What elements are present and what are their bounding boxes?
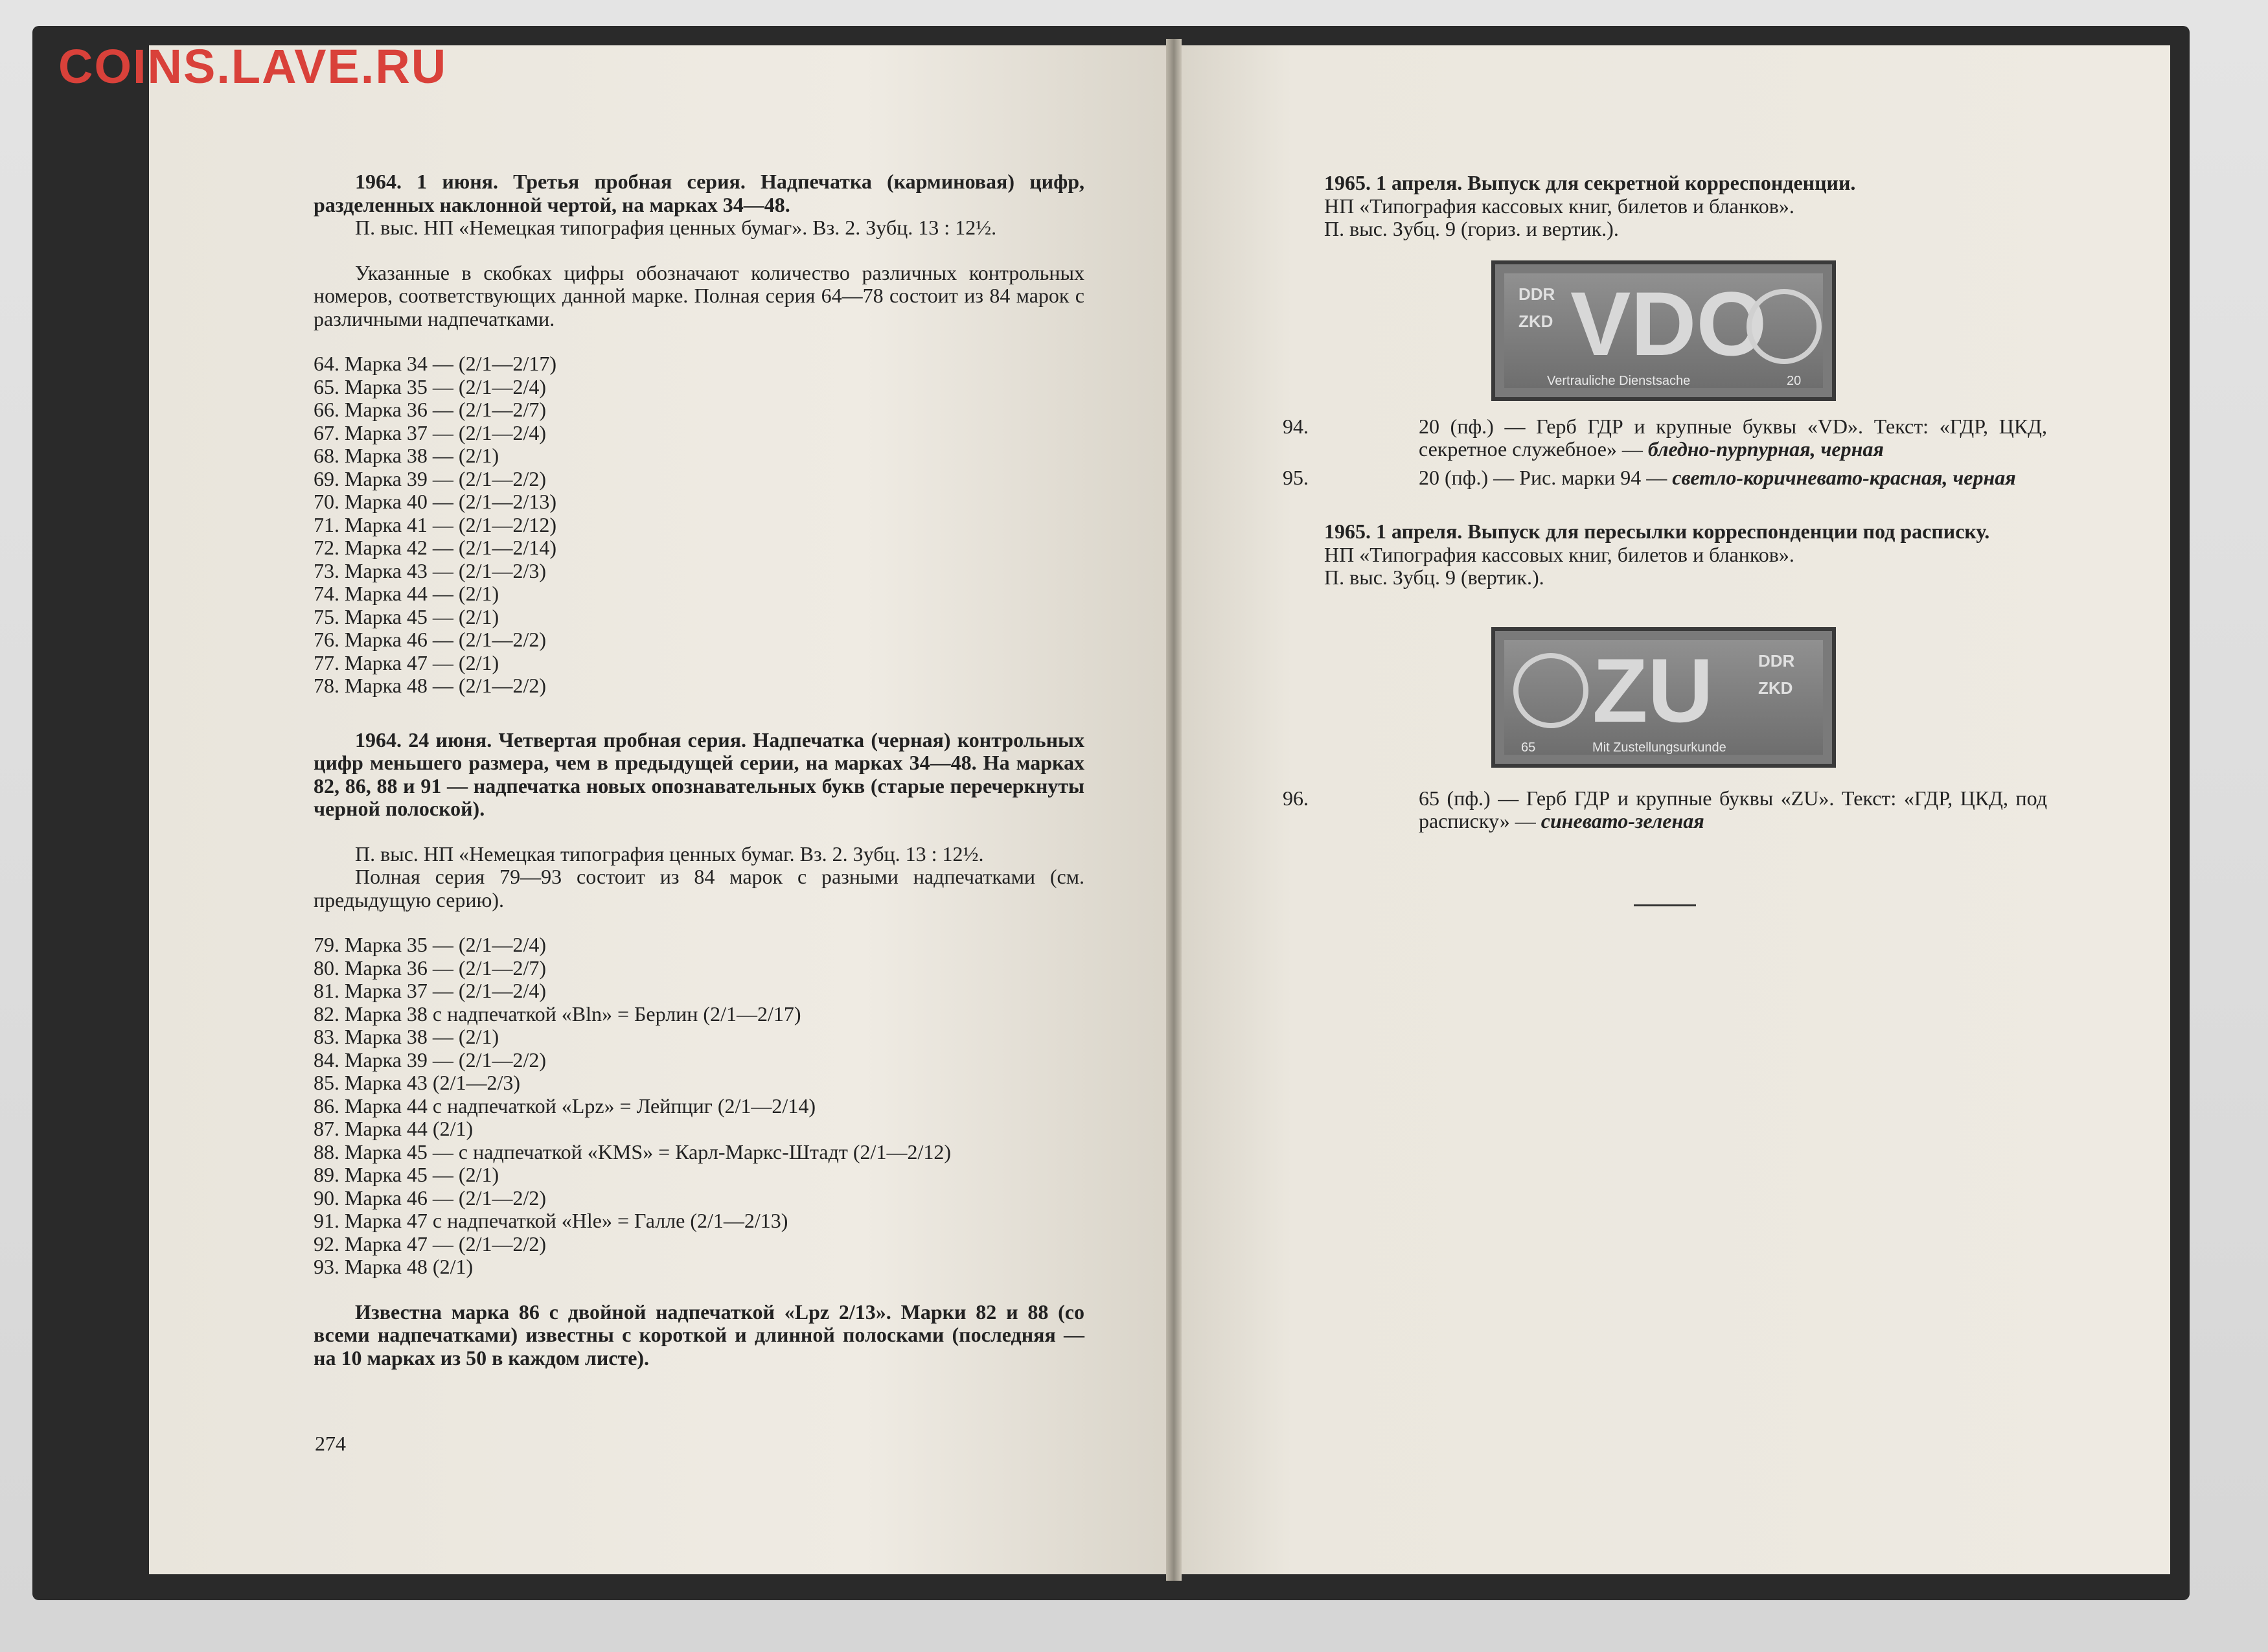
right-page-text [1283,172,2047,906]
list-item: 76. Марка 46 — (2/1—2/2) [314,628,547,651]
entry-color: синевато-зеленая [1541,809,1704,832]
list-item: 84. Марка 39 — (2/1—2/2) [314,1048,547,1072]
section-1965-secret-printer: НП «Типография кассовых книг, билетов и бланков». [1324,194,1794,218]
entry-number: 96. [1283,786,1309,810]
list-item: 93. Марка 48 (2/1) [314,1255,474,1278]
list-item: 70. Марка 40 — (2/1—2/13) [314,490,557,513]
section-1964-june-24-final-note: Известна марка 86 с двойной надпечаткой «Lpz 2/13». Марки 82 и 88 (со всеми надпечатками) известны с короткой и длинной полосками (последняя — на 10 марках из 50 в каждом листе). [314,1300,1084,1370]
list-item: 92. Марка 47 — (2/1—2/2) [314,1232,547,1256]
section-1965-registered-heading: 1965. 1 апреля. Выпуск для пересылки корреспонденции под расписку. [1324,520,1990,543]
section-1964-june-1-print: П. выс. НП «Немецкая типография ценных бумаг». Вз. 2. Зубц. 13 : 12½. [355,216,997,239]
stamp-caption: Mit Zustellungsurkunde [1592,740,1726,755]
section-1964-june-24-print: П. выс. НП «Немецкая типография ценных бумаг. Вз. 2. Зубц. 13 : 12½. [355,842,984,866]
watermark: COINS.LAVE.RU [58,40,448,93]
left-page-text [314,170,1084,1370]
list-item: 91. Марка 47 с надпечаткой «Hle» = Галле (2/1—2/13) [314,1209,788,1232]
list-item: 90. Марка 46 — (2/1—2/2) [314,1186,547,1210]
section-1964-june-24-note: Полная серия 79—93 состоит из 84 марок с разными надпечатками (см. предыдущую серию). [314,865,1084,912]
entry-number: 95. [1283,465,1309,489]
stamp-letters: VDO [1570,272,1767,374]
entry-color: бледно-пурпурная, черная [1647,437,1884,461]
section-1964-june-1-note: Указанные в скобках цифры обозначают количество различных контрольных номеров, соответствующих данной марке. Полная серия 64—78 состоит из 84 марок с различными надпечатками. [314,260,1084,330]
stamp-label: ZKD [1518,311,1553,331]
list-item: 85. Марка 43 (2/1—2/3) [314,1071,521,1094]
section-1964-june-24-heading: 1964. 24 июня. Четвертая пробная серия. Надпечатка (черная) контрольных цифр меньшего размера, чем в предыдущей серии, на марках 34—48. На марках 82, 86, 88 и 91 — надпечатка новых опознавательных букв (старые перечеркнуты черной полоской). [314,728,1084,820]
list-item: 82. Марка 38 с надпечаткой «Bln» = Берлин (2/1—2/17) [314,1002,801,1026]
list-item: 79. Марка 35 — (2/1—2/4) [314,933,547,956]
list-item: 86. Марка 44 с надпечаткой «Lpz» = Лейпциг (2/1—2/14) [314,1094,816,1118]
gdr-emblem-icon [1513,653,1588,728]
section-1965-secret-print: П. выс. Зубц. 9 (гориз. и вертик.). [1324,217,1619,240]
stamp-value: 20 [1787,374,1802,388]
stamp-list-79-93 [314,934,1084,1279]
stamp-letters: ZU [1592,639,1713,741]
entry-96 [1283,787,2047,833]
list-item: 78. Марка 48 — (2/1—2/2) [314,674,547,697]
list-item: 80. Марка 36 — (2/1—2/7) [314,956,547,980]
list-item: 88. Марка 45 — с надпечаткой «KMS» = Карл-Маркс-Штадт (2/1—2/12) [314,1140,951,1164]
book-spine [1166,39,1182,1581]
section-divider [1634,904,1696,906]
entry-color: светло-коричневато-красная, черная [1672,465,2016,489]
list-item: 66. Марка 36 — (2/1—2/7) [314,398,547,421]
list-item: 74. Марка 44 — (2/1) [314,582,499,605]
stamp-list-64-78 [314,352,1084,698]
entry-94 [1283,415,2047,461]
list-item: 69. Марка 39 — (2/1—2/2) [314,466,547,490]
list-item: 81. Марка 37 — (2/1—2/4) [314,979,547,1002]
stamp-value: 65 [1521,740,1536,755]
stamp-label: DDR [1758,650,1795,671]
page-number: 274 [315,1432,346,1455]
list-item: 83. Марка 38 — (2/1) [314,1025,499,1048]
stamp-vdo-image [1491,260,1836,401]
section-1964-june-1-heading: 1964. 1 июня. Третья пробная серия. Надпечатка (карминовая) цифр, разделенных наклонной чертой, на марках 34—48. [314,170,1084,216]
list-item: 77. Марка 47 — (2/1) [314,650,499,674]
list-item: 68. Марка 38 — (2/1) [314,444,499,467]
entry-number: 94. [1283,414,1309,438]
stamp-label: ZKD [1758,678,1793,698]
entry-95 [1283,466,2047,490]
stamp-ozu-image [1491,627,1836,768]
list-item: 71. Марка 41 — (2/1—2/12) [314,512,557,536]
section-1965-secret-heading: 1965. 1 апреля. Выпуск для секретной корреспонденции. [1324,171,1856,194]
list-item: 73. Марка 43 — (2/1—2/3) [314,558,547,582]
list-item: 87. Марка 44 (2/1) [314,1117,474,1140]
section-1965-registered-print: П. выс. Зубц. 9 (вертик.). [1324,566,1544,589]
list-item: 89. Марка 45 — (2/1) [314,1163,499,1186]
entry-text: 20 (пф.) — Рис. марки 94 — [1419,465,1673,489]
list-item: 67. Марка 37 — (2/1—2/4) [314,420,547,444]
entry-text: 65 (пф.) — Герб ГДР и крупные буквы «ZU». Текст: «ГДР, ЦКД, под расписку» — [1419,786,2047,832]
stamp-caption: Vertrauliche Dienstsache [1547,374,1691,388]
stamp-label: DDR [1518,284,1555,304]
list-item: 65. Марка 35 — (2/1—2/4) [314,374,547,398]
entry-text: 20 (пф.) — Герб ГДР и крупные буквы «VD». Текст: «ГДР, ЦКД, секретное служебное» — [1419,414,2047,461]
section-1965-registered-printer: НП «Типография кассовых книг, билетов и бланков». [1324,542,1794,566]
list-item: 64. Марка 34 — (2/1—2/17) [314,352,557,375]
list-item: 75. Марка 45 — (2/1) [314,604,499,628]
gdr-emblem-icon [1747,289,1822,364]
list-item: 72. Марка 42 — (2/1—2/14) [314,536,557,559]
